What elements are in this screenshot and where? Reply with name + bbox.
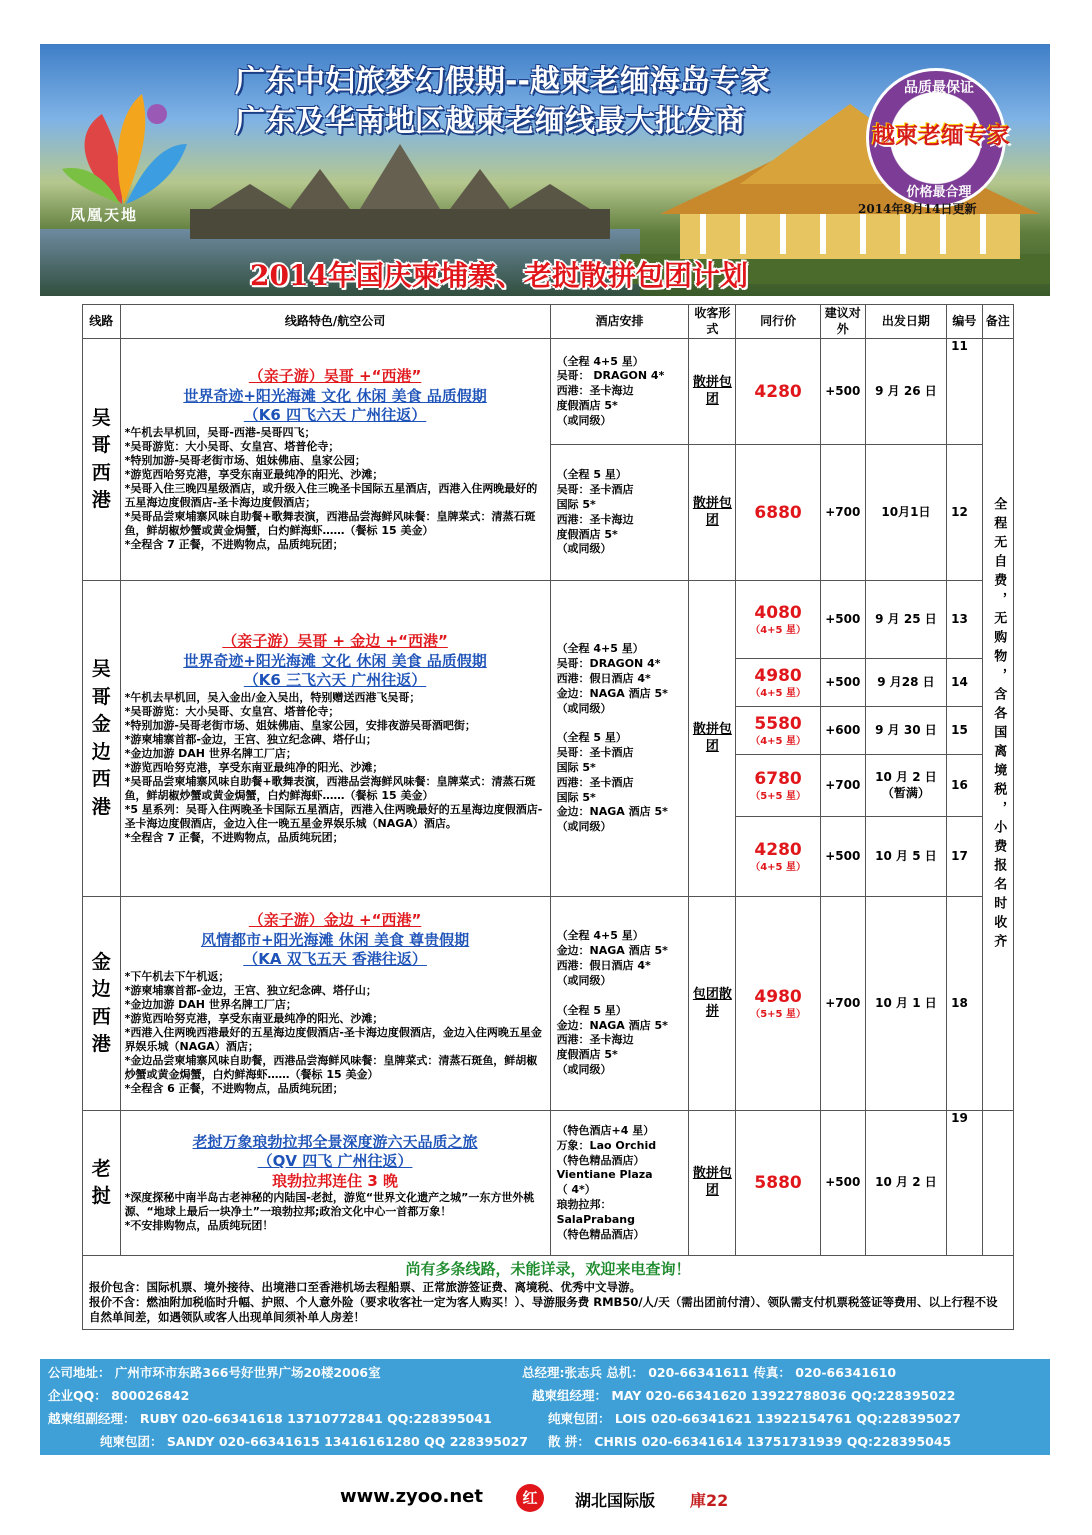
col-header: 编号 bbox=[947, 305, 982, 339]
tour-number: 13 bbox=[947, 581, 982, 659]
price-exclude-text: 报价不含：燃油附加税临时升幅、护照、个人意外险（要求收客社一定为客人购买！）、导游服务费 RMB50/人/天（需出团前付清）、领队需支付机票税签证等费用、以上行程不设自然单间差，如遇领队或客人出现单间须补单人房差！ bbox=[89, 1294, 998, 1324]
page-footer bbox=[0, 1484, 1092, 1514]
route-name: 吴哥金边西港 bbox=[83, 581, 121, 897]
col-header: 同行价 bbox=[736, 305, 821, 339]
header-banner bbox=[40, 44, 1050, 296]
departure-date: 9 月 25 日 bbox=[865, 581, 946, 659]
more-routes-text: 尚有多条线路，未能详录，欢迎来电查询！ bbox=[405, 1260, 691, 1279]
departure-date: 9 月 26 日 bbox=[865, 339, 946, 445]
itinerary-line: *下午机去下午机返； bbox=[124, 969, 230, 983]
page bbox=[40, 44, 1050, 1461]
itinerary-line: *吴哥入住三晚四星级酒店，或升级入住三晚圣卡国际五星酒店，西港入住两晚最好的五星海边度假酒店-圣卡海边度假酒店； bbox=[124, 481, 538, 509]
trade-price bbox=[736, 581, 821, 659]
price-value: 4280 bbox=[754, 840, 802, 861]
itinerary-line: *吴哥游览：大小吴哥、女皇宫、塔普伦寺； bbox=[124, 704, 340, 718]
tour-number: 17 bbox=[947, 817, 982, 897]
feature-line-3: （KA 双飞五天 香港往返） bbox=[243, 950, 427, 969]
feature-line-3: 琅勃拉邦连住 3 晚 bbox=[272, 1171, 398, 1190]
price-star: （5+5 星） bbox=[750, 791, 806, 803]
itinerary-line: *游览西哈努克港，享受东南亚最纯净的阳光、沙滩； bbox=[124, 1011, 384, 1025]
trade-price bbox=[736, 659, 821, 707]
departure-date: 10 月 2 日（暂满） bbox=[865, 755, 946, 817]
feature-line-2: 风情都市+阳光海滩 休闲 美食 尊贵假期 bbox=[200, 930, 470, 949]
itinerary-line: *金边加游 DAH 世界名牌工厂店； bbox=[124, 997, 297, 1011]
feature-line-1: （亲子游）吴哥 +“西港” bbox=[248, 367, 422, 386]
itinerary-line: *全程含 7 正餐，不进购物点，品质纯玩团； bbox=[124, 831, 344, 845]
booking-form: 包团散拼 bbox=[689, 897, 736, 1111]
deputy-text: 越柬组副经理： RUBY 020-66341618 13710772841 QQ:228395041 bbox=[48, 1411, 492, 1426]
suggested-markup: +500 bbox=[820, 1111, 865, 1256]
itinerary-line: *游柬埔寨首都-金边，王宫、独立纪念碑、塔仔山； bbox=[124, 732, 377, 746]
price-value: 5880 bbox=[754, 1173, 802, 1194]
angkor-wat-image bbox=[190, 139, 610, 239]
company-logo-icon bbox=[62, 74, 192, 224]
seal-top-text: 品质最保证 bbox=[904, 80, 974, 96]
route-features bbox=[120, 581, 550, 897]
itinerary-line: *西港入住两晚西港最好的五星海边度假酒店-圣卡海边度假酒店，金边入住两晚五星金界娱乐城（NAGA）酒店； bbox=[124, 1025, 542, 1053]
col-header: 收客形式 bbox=[689, 305, 736, 339]
suggested-markup: +500 bbox=[820, 659, 865, 707]
hotel-info: （全程 4+5 星） 吴哥：DRAGON 4* 西港：假日酒店 4* 金边：NAGA 酒店 5* （或同级） （全程 5 星） 吴哥：圣卡酒店 国际 5* 西港：圣卡酒店 国际 5* 金边：NAGA 酒店 5* （或同级） bbox=[550, 581, 689, 897]
itinerary-line: *特别加游-吴哥老街市场、姐妹佛庙、皇家公园； bbox=[124, 453, 366, 467]
suggested-markup: +500 bbox=[820, 339, 865, 445]
itinerary-line: *全程含 7 正餐，不进购物点，品质纯玩团； bbox=[124, 538, 344, 552]
hotel-info: （全程 5 星） 吴哥：圣卡酒店 国际 5* 西港：圣卡海边 度假酒店 5* （或同级） bbox=[550, 445, 689, 581]
hotel-info: （特色酒店+4 星） 万象：Lao Orchid （特色精品酒店） Vientiane Plaza （ 4*） 琅勃拉邦： SalaPrabang （特色精品酒店） bbox=[550, 1111, 689, 1256]
booking-form: 散拼包团 bbox=[689, 445, 736, 581]
route-features bbox=[120, 1111, 550, 1256]
price-value: 4080 bbox=[754, 603, 802, 624]
departure-date: 10 月 2 日 bbox=[865, 1111, 946, 1256]
booking-form: 散拼包团 bbox=[689, 581, 736, 897]
website-url: www.zyoo.net bbox=[340, 1486, 483, 1507]
group-text: 纯柬包团： LOIS 020-66341621 13922154761 QQ:228395027 bbox=[548, 1411, 961, 1426]
hotel-info: （全程 4+5 星） 吴哥： DRAGON 4* 西港：圣卡海边 度假酒店 5* （或同级） bbox=[550, 339, 689, 445]
table-row bbox=[83, 581, 1014, 659]
tour-number: 15 bbox=[947, 707, 982, 755]
booking-form: 散拼包团 bbox=[689, 1111, 736, 1256]
booking-form: 散拼包团 bbox=[689, 339, 736, 445]
qq-text: 企业QQ： 800026842 bbox=[48, 1388, 190, 1403]
itinerary-line: *不安排购物点，品质纯玩团！ bbox=[124, 1219, 274, 1233]
table-row bbox=[83, 1111, 1014, 1256]
price-star: （4+5 星） bbox=[750, 862, 806, 874]
price-value: 4980 bbox=[754, 666, 802, 687]
feature-line-1: （亲子游）吴哥 + 金边 +“西港” bbox=[222, 632, 448, 650]
col-header: 线路特色/航空公司 bbox=[120, 305, 550, 339]
itinerary-line: *5 星系列：吴哥入住两晚圣卡国际五星酒店，西港入住两晚最好的五星海边度假酒店-圣卡海边度假酒店，金边入住一晚五星金界娱乐城（NAGA）酒店。 bbox=[124, 803, 543, 831]
trade-price bbox=[736, 1111, 821, 1256]
feature-line-2: 世界奇迹+阳光海滩 文化 休闲 美食 品质假期 bbox=[183, 651, 487, 670]
itinerary-line: *吴哥品尝柬埔寨风味自助餐+歌舞表演，西港品尝海鲜风味餐：皇牌菜式：清蒸石斑鱼，鲜胡椒炒蟹或黄金焗蟹，白灼鲜海虾……（餐标 15 美金） bbox=[124, 774, 536, 803]
trade-price bbox=[736, 817, 821, 897]
page-number: 庫22 bbox=[690, 1491, 729, 1510]
price-star: （4+5 星） bbox=[750, 688, 806, 700]
col-header: 备注 bbox=[982, 305, 1013, 339]
departure-date: 10 月 5 日 bbox=[865, 817, 946, 897]
itinerary-line: *特别加游-吴哥老街市场、姐妹佛庙、皇家公园，安排夜游吴哥酒吧街； bbox=[124, 718, 476, 732]
itinerary-line: *吴哥游览：大小吴哥、女皇宫、塔普伦寺； bbox=[124, 439, 340, 453]
feature-line-3: （K6 三飞六天 广州往返） bbox=[243, 671, 427, 689]
hotel-info: （全程 4+5 星） 金边：NAGA 酒店 5* 西港：假日酒店 4* （或同级） （全程 5 星） 金边：NAGA 酒店 5* 西港：圣卡海边 度假酒店 5* （或同级） bbox=[550, 897, 689, 1111]
header-title-2: 广东及华南地区越柬老缅线最大批发商 bbox=[235, 104, 745, 139]
itinerary-line: *金边品尝柬埔寨风味自助餐，西港品尝海鲜风味餐：皇牌菜式：清蒸石斑鱼，鲜胡椒炒蟹或黄金焗蟹，白灼鲜海虾……（餐标 15 美金） bbox=[124, 1054, 538, 1082]
itinerary-line: *吴哥品尝柬埔寨风味自助餐+歌舞表演，西港品尝海鲜风味餐：皇牌菜式：清蒸石斑鱼，鲜胡椒炒蟹或黄金焗蟹，白灼鲜海虾……（餐标 15 美金） bbox=[124, 510, 536, 538]
plan-title: 2014年国庆柬埔寨、老挝散拼包团计划 bbox=[250, 259, 748, 292]
footnote-cell bbox=[83, 1256, 1014, 1329]
remark-cell bbox=[982, 339, 1013, 1111]
itinerary-line: *深度探秘中南半岛古老神秘的内陆国-老挝，游览“世界文化遗产之城”一东方世外桃源、“地球上最后一块净土”一琅勃拉邦;政治文化中心一首都万象！ bbox=[124, 1191, 535, 1219]
trade-price bbox=[736, 339, 821, 445]
header-title-1: 广东中妇旅梦幻假期--越柬老缅海岛专家 bbox=[235, 64, 770, 99]
itinerary-table bbox=[82, 304, 1014, 1330]
departure-date: 9 月28 日 bbox=[865, 659, 946, 707]
itinerary-line: *金边加游 DAH 世界名牌工厂店； bbox=[124, 746, 297, 760]
route-name: 老挝 bbox=[83, 1111, 121, 1256]
address-text: 公司地址： 广州市环市东路366号好世界广场20楼2006室 bbox=[48, 1365, 381, 1380]
col-header: 出发日期 bbox=[865, 305, 946, 339]
route-name: 吴哥西港 bbox=[83, 339, 121, 581]
price-value: 4980 bbox=[754, 987, 802, 1008]
tour-number: 12 bbox=[947, 445, 982, 581]
itinerary-line: *全程含 6 正餐，不进购物点，品质纯玩团； bbox=[124, 1082, 344, 1096]
expert-seal bbox=[866, 68, 1010, 208]
itinerary-line: *午机去早机回，吴哥-西港-吴哥四飞； bbox=[124, 425, 316, 439]
trade-price bbox=[736, 707, 821, 755]
feature-line-1: （亲子游）金边 +“西港” bbox=[248, 911, 422, 930]
phone-text: 总经理:张志兵 总机： 020-66341611 传真： 020-66341610 bbox=[522, 1365, 897, 1380]
update-date: 2014年8月14日更新 bbox=[858, 202, 977, 216]
seal-bottom-text: 价格最合理 bbox=[906, 185, 972, 200]
remark-text: 全程无自费，无购物，含各国离境税，小费报名时收齐 bbox=[991, 496, 1007, 953]
col-header: 建议对外 bbox=[820, 305, 865, 339]
suggested-markup: +600 bbox=[820, 707, 865, 755]
itinerary-line: *游柬埔寨首都-金边，王宫、独立纪念碑、塔仔山； bbox=[124, 983, 377, 997]
tour-number: 18 bbox=[947, 897, 982, 1111]
itinerary-line: *游览西哈努克港，享受东南亚最纯净的阳光、沙滩； bbox=[124, 467, 384, 481]
tour-number: 19 bbox=[947, 1111, 982, 1256]
price-value: 5580 bbox=[754, 714, 802, 735]
remark-empty bbox=[982, 1111, 1013, 1256]
suggested-markup: +500 bbox=[820, 817, 865, 897]
price-value: 6880 bbox=[754, 502, 802, 523]
contact-bar bbox=[40, 1359, 1050, 1455]
route-name: 金边西港 bbox=[83, 897, 121, 1111]
table-header-row bbox=[83, 305, 1014, 339]
departure-date: 9 月 30 日 bbox=[865, 707, 946, 755]
route-features bbox=[120, 897, 550, 1111]
suggested-markup: +700 bbox=[820, 897, 865, 1111]
tour-number: 11 bbox=[947, 339, 982, 445]
itinerary-line: *游览西哈努克港，享受东南亚最纯净的阳光、沙滩； bbox=[124, 760, 384, 774]
manager-text: 越柬组经理： MAY 020-66341620 13922788036 QQ:228395022 bbox=[532, 1388, 956, 1403]
price-star: （4+5 星） bbox=[750, 625, 806, 637]
route-features bbox=[120, 339, 550, 581]
col-header: 线路 bbox=[83, 305, 121, 339]
feature-line-1: 老挝万象琅勃拉邦全景深度游六天品质之旅 bbox=[192, 1132, 478, 1151]
price-include-text: 报价包含：国际机票、境外接待、出境港口至香港机场去程船票、正常旅游签证费、离境税、优秀中文导游。 bbox=[89, 1279, 641, 1294]
sanpin-text: 散 拼： CHRIS 020-66341614 13751731939 QQ:228395045 bbox=[548, 1434, 952, 1449]
table-row bbox=[83, 339, 1014, 445]
price-value: 4280 bbox=[754, 381, 802, 402]
trade-price bbox=[736, 445, 821, 581]
footnote-row bbox=[83, 1256, 1014, 1329]
tour-number: 14 bbox=[947, 659, 982, 707]
feature-line-2: （QV 四飞 广州往返） bbox=[257, 1152, 413, 1171]
suggested-markup: +500 bbox=[820, 581, 865, 659]
logo-text: 凤凰天地 bbox=[70, 206, 139, 224]
itinerary-line: *午机去早机回，吴入金出/金入吴出，特别赠送西港飞吴哥； bbox=[124, 690, 421, 704]
suggested-markup: +700 bbox=[820, 755, 865, 817]
trade-price bbox=[736, 755, 821, 817]
price-star: （4+5 星） bbox=[750, 736, 806, 748]
tour-number: 16 bbox=[947, 755, 982, 817]
table-row bbox=[83, 897, 1014, 1111]
itinerary-table-wrapper bbox=[82, 304, 1014, 1324]
feature-line-3: （K6 四飞六天 广州往返） bbox=[243, 406, 427, 425]
trade-price bbox=[736, 897, 821, 1111]
feature-line-2: 世界奇迹+阳光海滩 文化 休闲 美食 品质假期 bbox=[183, 386, 487, 405]
departure-date: 10 月 1 日 bbox=[865, 897, 946, 1111]
red-logo-icon: 红 bbox=[516, 1484, 544, 1512]
edition-text: 湖北国际版 bbox=[575, 1491, 656, 1510]
price-star: （5+5 星） bbox=[750, 1009, 806, 1021]
departure-date: 10月1日 bbox=[865, 445, 946, 581]
col-header: 酒店安排 bbox=[550, 305, 689, 339]
seal-main-text: 越柬老缅专家 bbox=[872, 123, 1010, 149]
group2-text: 纯柬包团： SANDY 020-66341615 13416161280 QQ 228395027 bbox=[100, 1434, 528, 1449]
price-value: 6780 bbox=[754, 769, 802, 790]
suggested-markup: +700 bbox=[820, 445, 865, 581]
